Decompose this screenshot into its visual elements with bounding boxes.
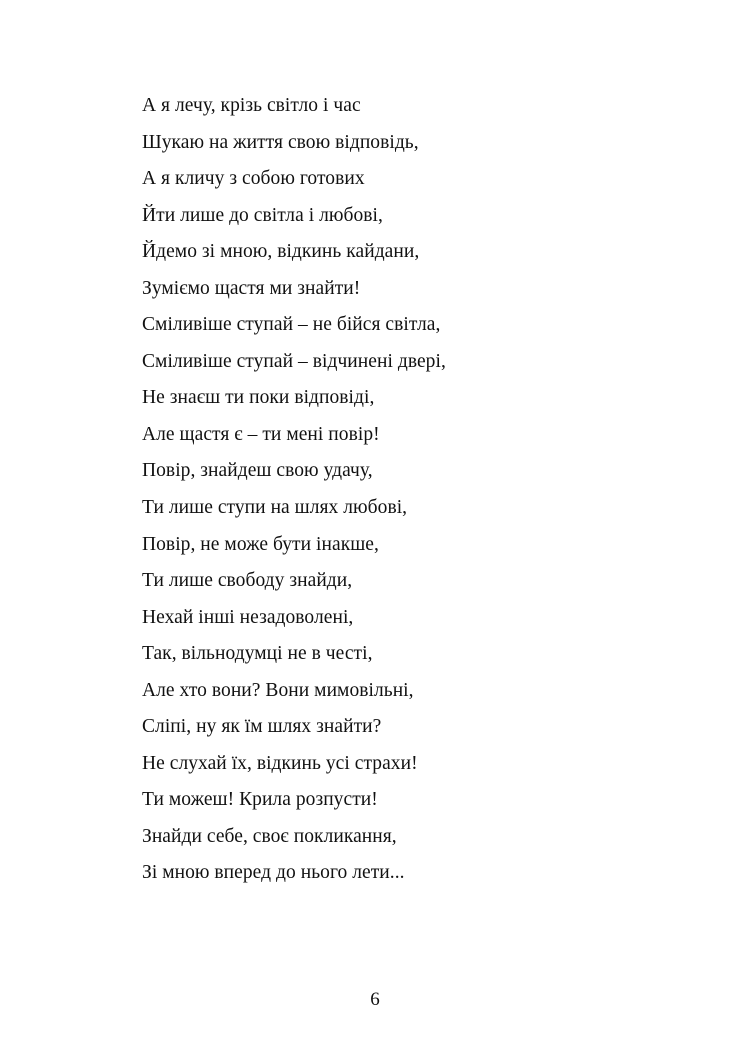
poem-line: А я лечу, крізь світло і час xyxy=(142,95,361,116)
poem-line: Сміливіше ступай – відчинені двері, xyxy=(142,350,446,372)
poem-line: Ти лише ступи на шлях любові, xyxy=(142,497,408,519)
poem-line: Не знаєш ти поки відповіді, xyxy=(142,387,375,409)
poem-line: Повір, знайдеш свою удачу, xyxy=(142,460,373,482)
page-number: 6 xyxy=(370,989,380,1010)
poem-line: Йдемо зі мною, відкинь кайдани, xyxy=(142,241,420,263)
poem-line: Нехай інші незадоволені, xyxy=(142,606,354,628)
poem-line: Зі мною вперед до нього лети... xyxy=(142,862,405,884)
poem-line: Сміливіше ступай – не бійся світла, xyxy=(142,314,441,336)
poem-line: Знайди себе, своє покликання, xyxy=(142,825,397,847)
poem-line: Але хто вони? Вони мимовільні, xyxy=(142,679,414,701)
poem-line: Шукаю на життя свою відповідь, xyxy=(142,131,419,153)
poem-line: Ти лише свободу знайди, xyxy=(142,570,353,592)
poem-line: Так, вільнодумці не в честі, xyxy=(142,643,373,665)
poem-line: Йти лише до світла і любові, xyxy=(142,204,383,226)
poem-line: А я кличу з собою готових xyxy=(142,168,365,190)
poem-line: Зуміємо щастя ми знайти! xyxy=(142,277,361,299)
poem-line: Сліпі, ну як їм шлях знайти? xyxy=(142,716,382,738)
poem-line: Не слухай їх, відкинь усі страхи! xyxy=(142,752,418,774)
poem-line: Повір, не може бути інакше, xyxy=(142,533,379,555)
poem-text xyxy=(142,88,662,892)
poem-line: Але щастя є – ти мені повір! xyxy=(142,423,380,445)
poem-line: Ти можеш! Крила розпусти! xyxy=(142,789,378,811)
